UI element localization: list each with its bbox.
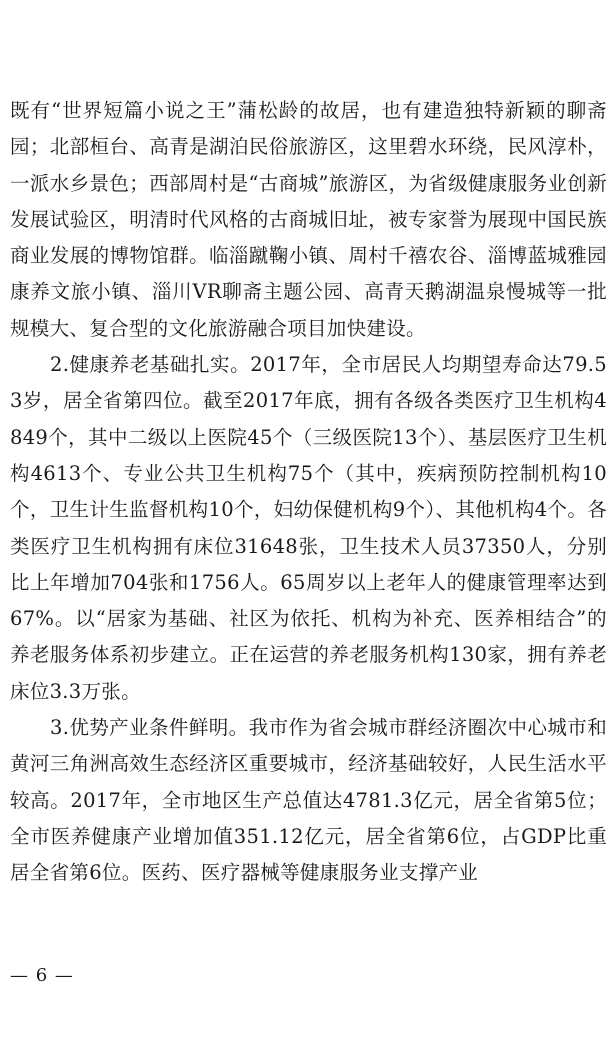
paragraph-health-elderly-care: 2.健康养老基础扎实。2017年，全市居民人均期望寿命达79.53岁，居全省第四位。截至2017年底，拥有各级各类医疗卫生机构4849个，其中二级以上医院45个（三级医院13个）、基层医疗卫生机构4613个、专业公共卫生机构75个（其中，疾病预防控制机构10个，卫生计生监督机构10个，妇幼保健机构9个）、其他机构4个。各类医疗卫生机构拥有床位31648张，卫生技术人员37350人，分别比上年增加704张和1756人。65周岁以上老年人的健康管理率达到67%。以“居家为基础、社区为依托、机构为补充、医养相结合”的养老服务体系初步建立。正在运营的养老服务机构130家，拥有养老床位3.3万张。 [10, 353, 607, 703]
paragraph-tourism-continued: 既有“世界短篇小说之王”蒲松龄的故居，也有建造独特新颖的聊斋园；北部桓台、高青是湖泊民俗旅游区，这里碧水环绕，民风淳朴，一派水乡景色；西部周村是“古商城”旅游区，为省级健康服务业创新发展试验区，明清时代风格的古商城旧址，被专家誉为展现中国民族商业发展的博物馆群。临淄蹴鞠小镇、周村千禧农谷、淄博蓝城雅园康养文旅小镇、淄川VR聊斋主题公园、高青天鹅湖温泉慢城等一批规模大、复合型的文化旅游融合项目加快建设。 [10, 99, 607, 340]
body-text [10, 93, 607, 892]
page-number: — 6 — [10, 965, 74, 986]
paragraph-industry-advantages: 3.优势产业条件鲜明。我市作为省会城市群经济圈次中心城市和黄河三角洲高效生态经济区重要城市，经济基础较好，人民生活水平较高。2017年，全市地区生产总值达4781.3亿元，居全省第5位；全市医养健康产业增加值351.12亿元，居全省第6位，占GDP比重居全省第6位。医药、医疗器械等健康服务业支撑产业 [10, 716, 607, 885]
